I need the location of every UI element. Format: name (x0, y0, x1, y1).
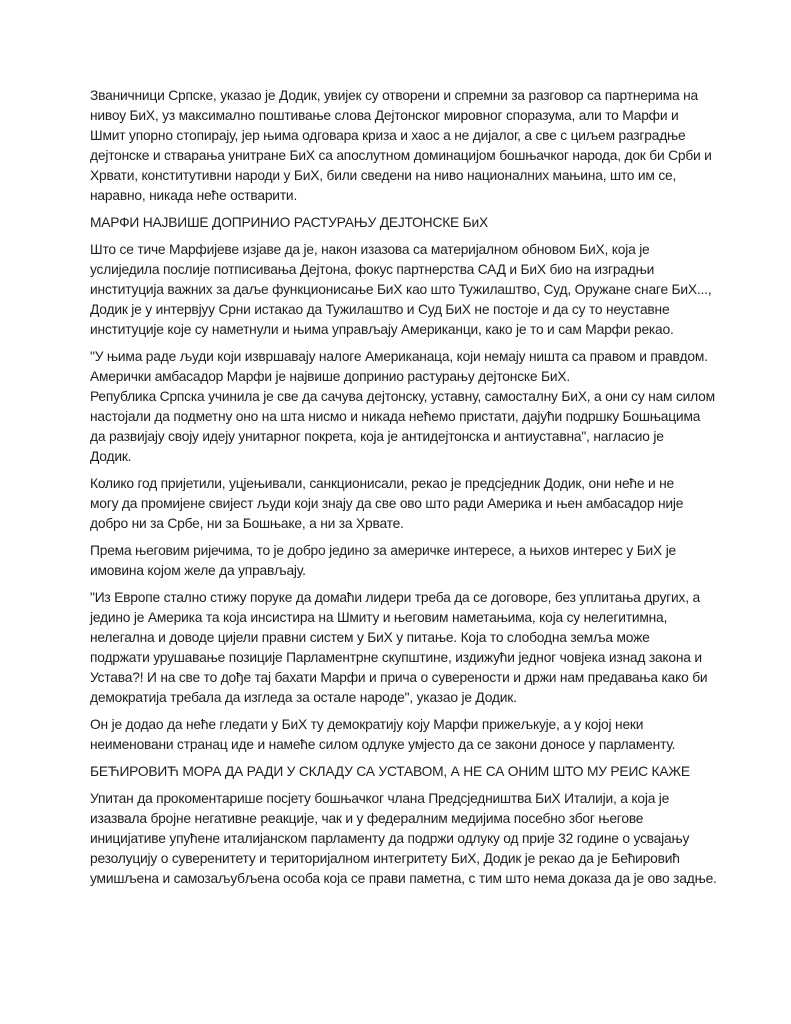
text-line: наравно, никада неће остварити. (90, 188, 298, 203)
text-line: Званичници Српске, указао је Додик, увијек су отворени и спремни за разговор са партнерима на (90, 88, 698, 103)
text-line: Амерички амбасадор Марфи је највише допринио растурању дејтонске БиХ. (90, 369, 570, 384)
text-line: Додик је у интервјуу Срни истакао да Тужилаштво и Суд БиХ не постоје и да су то неуставне (90, 302, 670, 317)
text-line: Он је додао да неће гледати у БиХ ту демократију коју Марфи прижељкује, а у којој неки (90, 717, 644, 732)
text-line: институција важних за даље функционисање БиХ као што Тужилаштво, Суд, Оружане снаге БиХ..., (90, 282, 712, 297)
text-line: нелегална и доводе цијели правни систем у БиХ у питање. Која то слободна земља може (90, 630, 650, 645)
text-line: резолуцију о суверенитету и територијалном интегритету БиХ, Додик је рекао да је Бећировић (90, 851, 680, 866)
text-line: настојали да подметну оно на шта нисмо и никада нећемо пристати, дајући подршку Бошњацима (90, 409, 701, 424)
text-line: Упитан да прокоментарише посјету бошњачког члана Предсједништва БиХ Италији, а која је (90, 791, 670, 806)
text-line: имовина којом желе да управљају. (90, 563, 306, 578)
text-line: Хрвати, конститутивни народи у БиХ, били сведени на ниво националних мањина, што им се, (90, 168, 677, 183)
text-line: да развијају своју идеју унитарног покрета, која је антидејтонска и антиуставна", нагласио је (90, 429, 664, 444)
text-line: услиједила послије потписивања Дејтона, фокус партнерства САД и БиХ био на изградњи (90, 262, 655, 277)
paragraph (90, 588, 730, 708)
text-line: "Из Европе стално стижу поруке да домаћи лидери треба да се договоре, без уплитања других, а (90, 590, 700, 605)
paragraph (90, 240, 730, 340)
paragraph (90, 347, 730, 467)
text-line: Устава?! И на све то дође тај бахати Марфи и прича о суверености и држи нам предавања како би (90, 670, 708, 685)
paragraph (90, 789, 730, 889)
text-line: једино је Америка та која инсистира на Шмиту и његовим наметањима, која су нелегитимна, (90, 610, 668, 625)
text-line: Према његовим ријечима, то је добро једино за америчке интересе, а њихов интерес у БиХ је (90, 543, 677, 558)
text-line: БЕЋИРОВИЋ МОРА ДА РАДИ У СКЛАДУ СА УСТАВОМ, А НЕ СА ОНИМ ШТО МУ РЕИС КАЖЕ (90, 764, 690, 779)
section-heading (90, 762, 730, 782)
paragraph (90, 541, 730, 581)
text-line: изазвала бројне негативне реакције, чак и у федералним медијима посебно због његове (90, 811, 644, 826)
text-line: нивоу БиХ, уз максимално поштивање слова Дејтонског мировног споразума, али то Марфи и (90, 108, 679, 123)
text-line: Шмит упорно стопирају, јер њима одговара криза и хаос а не дијалог, а све с циљем разградње (90, 128, 686, 143)
text-line: МАРФИ НАЈВИШЕ ДОПРИНИО РАСТУРАЊУ ДЕЈТОНСКЕ БиХ (90, 215, 489, 230)
text-line: неименовани странац иде и намеће силом одлуке умјесто да се закони доносе у парламенту. (90, 737, 676, 752)
text-line: "У њима раде људи који извршавају налоге Американаца, који немају ништа са правом и правдом. (90, 349, 708, 364)
text-line: иницијативе упућене италијанском парламенту да подржи одлуку од прије 32 године о усвајању (90, 831, 690, 846)
text-line: дејтонске и стварања унитране БиХ са апослутном доминацијом бошњачког народа, док би Срби и (90, 148, 712, 163)
paragraph (90, 715, 730, 755)
text-line: Колико год пријетили, уцјењивали, санкционисали, рекао је предсједник Додик, они неће и не (90, 476, 675, 491)
text-line: Додик. (90, 449, 132, 464)
text-line: могу да промијене свијест људи који знају да све ово што ради Америка и њен амбасадор није (90, 496, 684, 511)
section-heading (90, 213, 730, 233)
text-line: демократија требала да изгледа за остале народе", указао је Додик. (90, 690, 517, 705)
text-line: Што се тиче Марфијеве изјаве да је, након изазова са материјалном обновом БиХ, која је (90, 242, 650, 257)
text-line: институције које су наметнули и њима управљају Американци, како је то и сам Марфи рекао. (90, 322, 674, 337)
text-line: подржати урушавање позиције Парламентрне скупштине, издижући једног човјека изнад закона и (90, 650, 702, 665)
text-line: добро ни за Србе, ни за Бошњаке, а ни за Хрвате. (90, 516, 404, 531)
text-line: умишљена и самозаљубљена особа која се прави паметна, с тим што нема доказа да је ово задње. (90, 871, 717, 886)
paragraph (90, 474, 730, 534)
article-text (90, 86, 730, 896)
text-line: Република Српска учинила је све да сачува дејтонску, уставну, самосталну БиХ, а они су нам силом (90, 389, 715, 404)
paragraph (90, 86, 730, 206)
